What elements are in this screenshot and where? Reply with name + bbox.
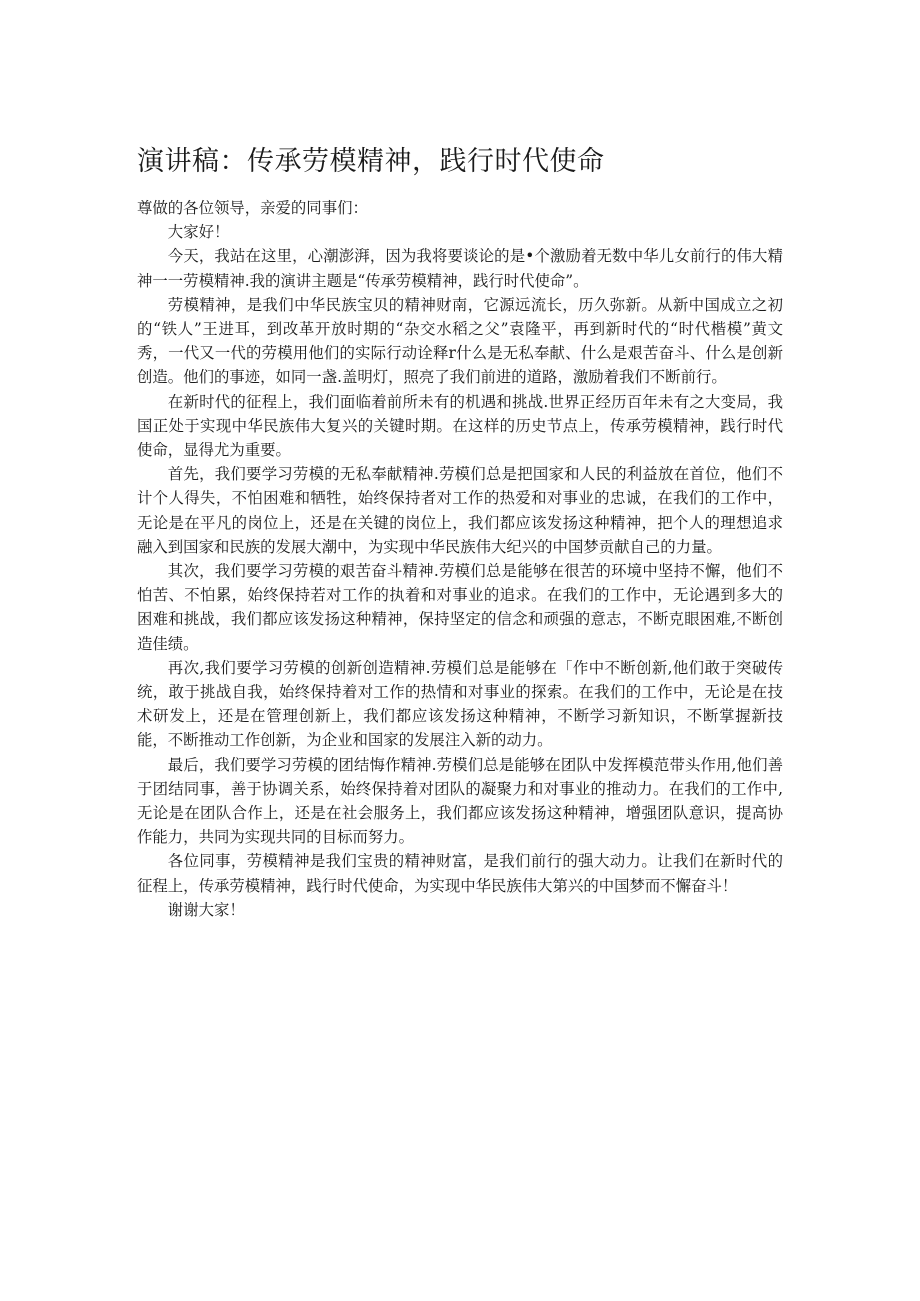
paragraph-new-era: 在新时代的征程上，我们面临着前所未有的机遇和挑战.世界正经历百年未有之大变局，我国正处于实现中华民族伟大复兴的关键时期。在这样的历史节点上，传承劳模精神，践行时代使命，显得尤为重要。 bbox=[137, 392, 783, 460]
paragraph-third: 再次,我们要学习劳模的创新创造精神.劳模们总是能够在「作中不断创新,他们敢于突破传统，敢于挑战自我，始终保持着对工作的热情和对事业的探索。在我们的工作中，无论是在技术研发上，还是在管理创新上，我们都应该发扬这种精神，不断学习新知识，不断掌握新技能，不断推动工作创新，为企业和国家的发展注入新的动力。 bbox=[137, 658, 783, 750]
paragraph-first: 首先，我们要学习劳模的无私奉献精神.劳模们总是把国家和人民的利益放在首位，他们不计个人得失，不怕困难和牺牲，始终保持者对工作的热爱和对事业的忠诚，在我们的工作中，无论是在平凡的岗位上，还是在关键的岗位上，我们都应该发扬这种精神，把个人的理想追求融入到国家和民族的发展大潮中，为实现中华民族伟大纪兴的中国梦贡献自己的力量。 bbox=[137, 465, 783, 556]
paragraph-conclusion: 各位同事，劳模精神是我们宝贵的精神财富，是我们前行的强大动力。让我们在新时代的征程上，传承劳模精神，践行时代使命，为实现中华民族伟大第兴的中国梦而不懈奋斗！ bbox=[137, 852, 783, 895]
paragraph-thanks: 谢谢大家！ bbox=[167, 900, 245, 919]
page-title: 演讲稿：传承劳模精神，践行时代使命 bbox=[137, 146, 605, 177]
paragraph-last: 最后，我们要学习劳模的团结悔作精神.劳模们总是能够在团队中发挥模范带头作用,他们善于团结同事，善于协调关系，始终保持着对团队的凝聚力和对事业的推动力。在我们的工作中,无论是在团队合作上，还是在社会服务上，我们都应该发扬这种精神，增强团队意识，提高协作能力，共同为实现共同的目标而努力。 bbox=[137, 755, 783, 847]
salutation: 尊做的各位领导，亲爱的同事们： bbox=[137, 199, 368, 217]
speech-body bbox=[137, 196, 783, 922]
paragraph-intro: 今天，我站在这里，心潮澎湃，因为我将要谈论的是•个激励着无数中华儿女前行的伟大精神一一劳模精神.我的演讲主题是“传承劳模精神，践行时代使命”。 bbox=[137, 247, 783, 290]
paragraph-spirit: 劳模精神，是我们中华民族宝贝的精神财南，它源远流长，历久弥新。从新中国成立之初的“铁人”王进耳，到改革开放时期的“杂交水稻之父”袁隆平，再到新时代的“时代楷模”黄文秀，一代又一代的劳模用他们的实际行动诠释r什么是无私奉献、什么是艰苦奋斗、什么是创新创造。他们的事迹，如同一盏.盖明灯，照亮了我们前进的道路，激励着我们不断前行。 bbox=[137, 295, 783, 387]
paragraph-second: 其次，我们要学习劳模的艰苦奋斗精神.劳模们总是能够在很苦的环境中坚持不懈，他们不怕苦、不怕累，始终保持若对工作的执着和对事业的追求。在我们的工作中，无论遇到多大的困难和挑战，我们都应该发扬这种精神，保持坚定的信念和顽强的意志，不断克眼困难,不断创造佳绩。 bbox=[137, 562, 783, 653]
paragraph-greeting: 大家好！ bbox=[167, 223, 230, 242]
